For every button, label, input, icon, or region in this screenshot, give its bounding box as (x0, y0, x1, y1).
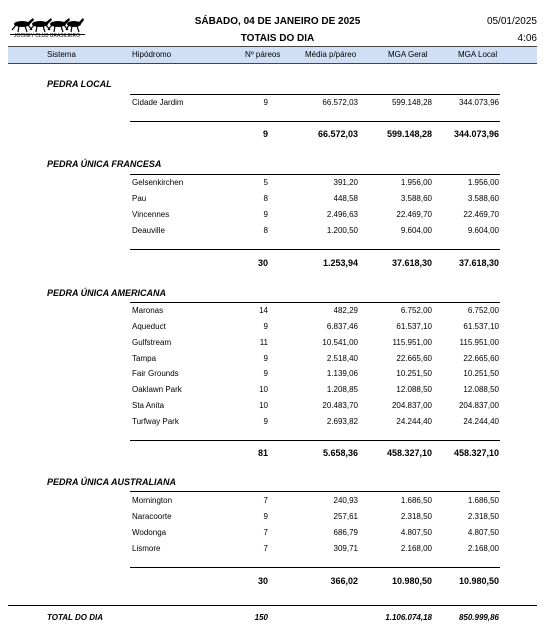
cell-hip: Fair Grounds (132, 369, 179, 378)
cell-mgl: 61.537,10 (463, 322, 499, 331)
cell-np: 11 (259, 338, 268, 347)
cell-med: 2.518,40 (326, 354, 358, 363)
cell-mgg: 1.956,00 (400, 178, 432, 187)
cell-np: 30 (257, 576, 268, 586)
cell-med: 2.496,63 (326, 210, 358, 219)
divider (130, 491, 500, 492)
col-mga-geral: MGA Geral (388, 50, 428, 59)
cell-np: 9 (263, 417, 268, 426)
cell-mgl: 10.251,50 (463, 369, 499, 378)
divider (130, 302, 500, 303)
cell-hip: Maronas (132, 306, 164, 315)
cell-mgl: 344.073,96 (453, 129, 499, 139)
cell-hip: Wodonga (132, 528, 167, 537)
section-total-row (0, 576, 555, 588)
cell-mgg: 22.469,70 (396, 210, 432, 219)
cell-np: 10 (259, 385, 268, 394)
divider (130, 440, 500, 441)
report-subtitle: TOTAIS DO DIA (240, 33, 315, 44)
cell-mgl: 458.327,10 (453, 448, 499, 458)
cell-mgg: 37.618,30 (391, 258, 432, 268)
cell-np: 14 (259, 306, 268, 315)
cell-hip: Pau (132, 194, 147, 203)
cell-mgg: 458.327,10 (386, 448, 432, 458)
cell-mgg: 10.980,50 (391, 576, 432, 586)
cell-np: 9 (263, 322, 268, 331)
cell-mgg: 115.951,00 (392, 338, 432, 347)
cell-mgg: 61.537,10 (396, 322, 432, 331)
cell-np: 150 (254, 613, 268, 622)
cell-np: 7 (263, 544, 268, 553)
cell-med: 20.483,70 (322, 401, 358, 410)
table-row (0, 338, 555, 350)
col-hipodromo: Hipódromo (132, 50, 172, 59)
table-row (0, 306, 555, 318)
cell-mgg: 2.168,00 (400, 544, 432, 553)
grand-total-divider (8, 605, 537, 606)
cell-hip: Sta Anita (132, 401, 165, 410)
cell-mgg: 22.665,60 (396, 354, 432, 363)
col-mga-local: MGA Local (458, 50, 498, 59)
cell-np: 9 (263, 369, 268, 378)
cell-np: 7 (263, 528, 268, 537)
table-row (0, 369, 555, 381)
table-row (0, 354, 555, 366)
logo-text: JOCKEY CLUB BRASILEIRO (13, 33, 81, 39)
cell-mgg: 10.251,50 (396, 369, 432, 378)
table-row (0, 322, 555, 334)
cell-mgl: 2.168,00 (467, 544, 499, 553)
table-row (0, 528, 555, 540)
cell-med: 2.693,82 (326, 417, 358, 426)
cell-mgl: 6.752,00 (467, 306, 499, 315)
cell-np: 8 (263, 194, 268, 203)
report-time: 4:06 (517, 33, 537, 44)
cell-hip: Deauville (132, 226, 165, 235)
cell-mgg: 9.604,00 (400, 226, 432, 235)
cell-mgg: 599.148,28 (386, 129, 432, 139)
cell-med: 6.837,46 (326, 322, 358, 331)
table-row (0, 210, 555, 222)
table-row (0, 178, 555, 190)
divider (130, 174, 500, 175)
cell-mgl: 2.318,50 (467, 512, 499, 521)
section-total-row (0, 258, 555, 270)
col-media: Média p/páreo (305, 50, 357, 59)
cell-mgl: 850.999,86 (458, 613, 499, 622)
section-title-pedra-unica-americana: PEDRA ÚNICA AMERICANA (47, 288, 166, 298)
cell-np: 9 (263, 354, 268, 363)
cell-hip: Lismore (132, 544, 161, 553)
table-row (0, 417, 555, 429)
cell-med: 1.200,50 (326, 226, 358, 235)
cell-med: 448,58 (333, 194, 358, 203)
cell-med: 10.541,00 (322, 338, 358, 347)
cell-np: 9 (263, 210, 268, 219)
divider (130, 94, 500, 95)
cell-mgg: 4.807,50 (400, 528, 432, 537)
column-header-bar (8, 46, 537, 64)
cell-mgl: 12.088,50 (463, 385, 499, 394)
cell-med: 309,71 (333, 544, 358, 553)
cell-mgl: 24.244,40 (463, 417, 499, 426)
cell-mgl: 37.618,30 (458, 258, 499, 268)
cell-mgg: 24.244,40 (396, 417, 432, 426)
cell-mgl: 204.837,00 (458, 401, 499, 410)
cell-np: 9 (263, 512, 268, 521)
cell-med: 482,29 (333, 306, 358, 315)
cell-med: 257,61 (333, 512, 358, 521)
divider (130, 249, 500, 250)
cell-mgl: 1.686,50 (467, 496, 499, 505)
section-title-pedra-unica-francesa: PEDRA ÚNICA FRANCESA (47, 159, 162, 169)
grand-total-row (0, 613, 555, 625)
cell-hip: Cidade Jardim (132, 98, 184, 107)
cell-med: 686,79 (333, 528, 358, 537)
cell-label: TOTAL DO DIA (47, 613, 103, 622)
table-row (0, 194, 555, 206)
table-row (0, 496, 555, 508)
cell-med: 1.139,06 (326, 369, 358, 378)
cell-hip: Oaklawn Park (132, 385, 182, 394)
table-row (0, 385, 555, 397)
cell-mgg: 2.318,50 (400, 512, 432, 521)
cell-mgg: 599.148,28 (391, 98, 432, 107)
table-row (0, 544, 555, 556)
table-row (0, 512, 555, 524)
cell-mgl: 4.807,50 (467, 528, 499, 537)
cell-mgl: 1.956,00 (467, 178, 499, 187)
cell-mgl: 3.588,60 (467, 194, 499, 203)
cell-np: 9 (263, 98, 268, 107)
cell-hip: Naracoorte (132, 512, 172, 521)
cell-med: 240,93 (333, 496, 358, 505)
col-sistema: Sistema (47, 50, 76, 59)
cell-hip: Aqueduct (132, 322, 166, 331)
cell-mgg: 12.088,50 (396, 385, 432, 394)
cell-np: 7 (263, 496, 268, 505)
cell-mgg: 3.588,60 (400, 194, 432, 203)
cell-med: 1.253,94 (322, 258, 358, 268)
cell-mgl: 344.073,96 (458, 98, 499, 107)
section-title-pedra-unica-australiana: PEDRA ÚNICA AUSTRALIANA (47, 477, 176, 487)
divider (130, 121, 500, 122)
cell-med: 391,20 (333, 178, 358, 187)
cell-hip: Vincennes (132, 210, 170, 219)
cell-mgg: 1.106.074,18 (385, 613, 432, 622)
cell-hip: Gulfstream (132, 338, 172, 347)
cell-mgl: 115.951,00 (459, 338, 499, 347)
cell-mgl: 10.980,50 (458, 576, 499, 586)
cell-np: 8 (263, 226, 268, 235)
cell-med: 66.572,03 (317, 129, 358, 139)
cell-hip: Turfway Park (132, 417, 179, 426)
cell-mgl: 9.604,00 (467, 226, 499, 235)
cell-mgg: 204.837,00 (391, 401, 432, 410)
cell-np: 9 (262, 129, 268, 139)
cell-mgl: 22.665,60 (463, 354, 499, 363)
section-total-row (0, 129, 555, 141)
report-title: SÁBADO, 04 DE JANEIRO DE 2025 (194, 16, 361, 27)
cell-np: 10 (259, 401, 268, 410)
cell-mgg: 6.752,00 (400, 306, 432, 315)
cell-med: 66.572,03 (322, 98, 358, 107)
table-row (0, 98, 555, 110)
report-date: 05/01/2025 (486, 16, 537, 27)
section-title-pedra-local: PEDRA LOCAL (47, 79, 112, 89)
cell-np: 81 (257, 448, 268, 458)
section-total-row (0, 448, 555, 460)
cell-np: 5 (263, 178, 268, 187)
cell-hip: Mornington (132, 496, 173, 505)
cell-med: 366,02 (330, 576, 358, 586)
cell-mgl: 22.469,70 (463, 210, 499, 219)
cell-hip: Tampa (132, 354, 157, 363)
cell-med: 1.208,85 (326, 385, 358, 394)
cell-hip: Gelsenkirchen (132, 178, 184, 187)
cell-med: 5.658,36 (322, 448, 358, 458)
col-npareos: Nº páreos (245, 50, 281, 59)
cell-mgg: 1.686,50 (400, 496, 432, 505)
cell-np: 30 (257, 258, 268, 268)
divider (130, 567, 500, 568)
table-row (0, 226, 555, 238)
table-row (0, 401, 555, 413)
